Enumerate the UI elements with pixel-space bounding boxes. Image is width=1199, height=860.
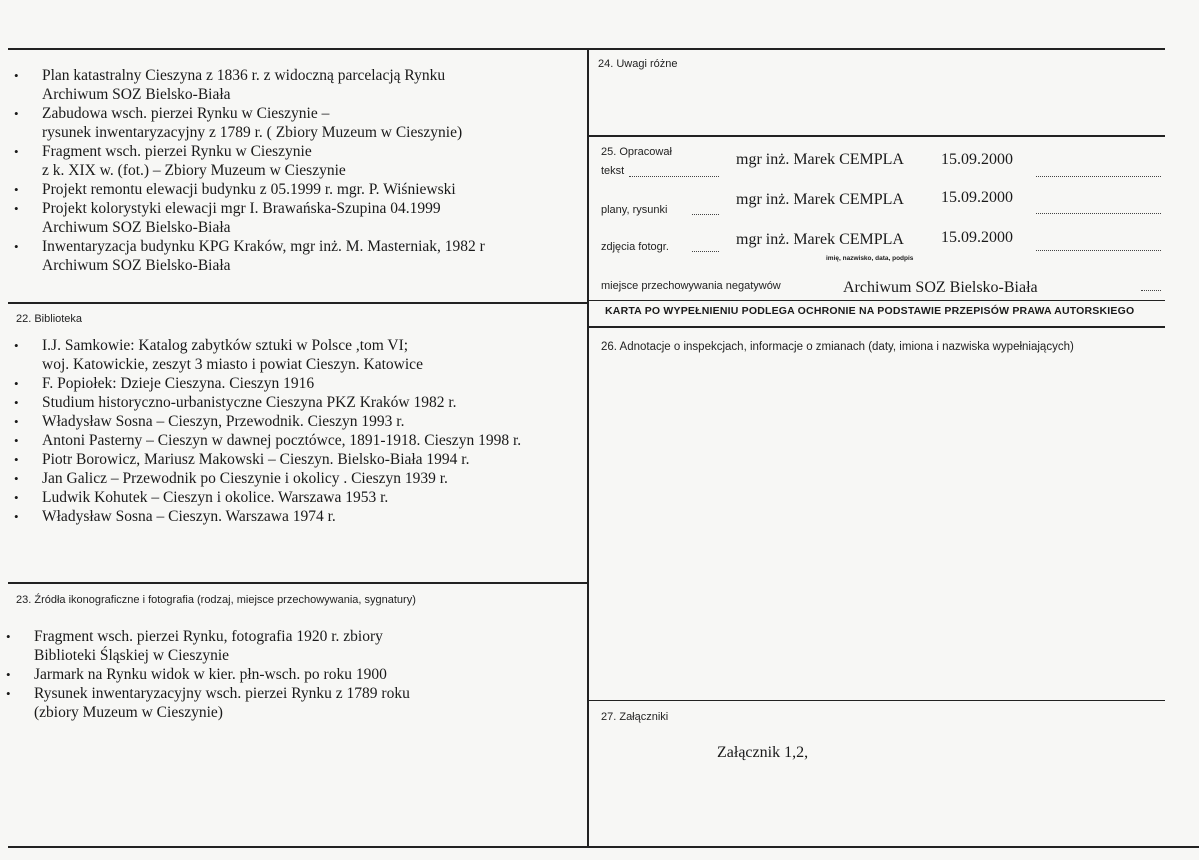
list-item-line: Biblioteki Śląskiej w Cieszynie — [34, 647, 230, 664]
bullet-icon: • — [14, 433, 19, 448]
bullet-icon: • — [14, 490, 19, 505]
bullet-icon: • — [14, 106, 19, 121]
zdjecia-dots — [692, 251, 719, 252]
list-item-line: I.J. Samkowie: Katalog zabytków sztuki w Polsce ,tom VI; — [42, 337, 409, 354]
signature-caption: imię, nazwisko, data, podpis — [826, 255, 914, 262]
center-vertical-rule — [587, 48, 589, 848]
list-item-line: Jarmark na Rynku widok w kier. płn-wsch. po roku 1900 — [34, 666, 387, 683]
plany-author: mgr inż. Marek CEMPLA — [736, 191, 904, 208]
zdjecia-author: mgr inż. Marek CEMPLA — [736, 231, 904, 248]
bullet-icon: • — [14, 395, 19, 410]
list-item — [12, 507, 584, 526]
tekst-signature-dots — [1036, 176, 1161, 177]
list-item-line: Rysunek inwentaryzacyjny wsch. pierzei Rynku z 1789 roku — [34, 685, 410, 702]
zdjecia-label: zdjęcia fotogr. — [601, 241, 669, 253]
list-item-line: Antoni Pasterny – Cieszyn w dawnej pocztówce, 1891-1918. Cieszyn 1998 r. — [42, 432, 522, 449]
bullet-icon: • — [6, 686, 11, 701]
section-23-title: 23. Źródła ikonograficzne i fotografia (rodzaj, miejsce przechowywania, sygnatury) — [16, 594, 416, 606]
list-item — [12, 237, 582, 275]
attachments-value: Załącznik 1,2, — [717, 744, 809, 761]
bullet-icon: • — [14, 509, 19, 524]
zdjecia-signature-dots — [1036, 250, 1161, 251]
list-item — [12, 142, 582, 180]
list-item-line: Inwentaryzacja budynku KPG Kraków, mgr inż. M. Masterniak, 1982 r — [42, 238, 485, 255]
bullet-icon: • — [14, 338, 19, 353]
rule-left-22 — [8, 302, 588, 304]
negatives-dots — [1141, 290, 1161, 291]
list-item-line: Archiwum SOZ Bielsko-Biała — [42, 257, 231, 274]
list-item-line: Archiwum SOZ Bielsko-Biała — [42, 219, 231, 236]
zdjecia-date: 15.09.2000 — [941, 229, 1013, 246]
section-24-title: 24. Uwagi różne — [598, 58, 678, 70]
list-item-line: rysunek inwentaryzacyjny z 1789 r. ( Zbiory Muzeum w Cieszynie) — [42, 124, 463, 141]
section-27-title: 27. Załączniki — [601, 711, 669, 723]
rule-right-notice-top — [588, 300, 1165, 301]
iconography-list — [4, 627, 580, 722]
section-22-title: 22. Biblioteka — [16, 313, 83, 325]
list-item-line: Zabudowa wsch. pierzei Rynku w Cieszynie – — [42, 105, 330, 122]
bullet-icon: • — [14, 239, 19, 254]
list-item-line: Piotr Borowicz, Mariusz Makowski – Cieszyn. Bielsko-Biała 1994 r. — [42, 451, 470, 468]
bullet-icon: • — [14, 201, 19, 216]
list-item-line: Ludwik Kohutek – Cieszyn i okolice. Warszawa 1953 r. — [42, 489, 389, 506]
list-item — [12, 393, 584, 412]
list-item-line: Projekt kolorystyki elewacji mgr I. Brawańska-Szupina 04.1999 — [42, 200, 441, 217]
list-item — [4, 684, 580, 722]
bullet-icon: • — [14, 376, 19, 391]
plany-signature-dots — [1036, 213, 1161, 214]
tekst-dots — [629, 176, 719, 177]
list-item — [12, 199, 582, 237]
bottom-rule — [8, 846, 1199, 848]
list-item — [12, 412, 584, 431]
copyright-notice: KARTA PO WYPEŁNIENIU PODLEGA OCHRONIE NA PODSTAWIE PRZEPISÓW PRAWA AUTORSKIEGO — [605, 305, 1135, 317]
tekst-author: mgr inż. Marek CEMPLA — [736, 151, 904, 168]
list-item — [12, 450, 584, 469]
list-item-line: Fragment wsch. pierzei Rynku, fotografia 1920 r. zbiory — [34, 628, 383, 645]
list-item — [12, 374, 584, 393]
negatives-label: miejsce przechowywania negatywów — [601, 280, 781, 292]
bullet-icon: • — [14, 452, 19, 467]
list-item-line: Plan katastralny Cieszyna z 1836 r. z widoczną parcelacją Rynku — [42, 67, 446, 84]
section-25-title: 25. Opracował — [601, 146, 672, 158]
bullet-icon: • — [14, 471, 19, 486]
list-item — [12, 488, 584, 507]
list-item-line: Projekt remontu elewacji budynku z 05.1999 r. mgr. P. Wiśniewski — [42, 181, 456, 198]
negatives-value: Archiwum SOZ Bielsko-Biała — [843, 279, 1038, 296]
list-item — [12, 469, 584, 488]
rule-right-27 — [588, 700, 1165, 701]
list-item — [4, 627, 580, 665]
list-item — [12, 180, 582, 199]
section-26-title: 26. Adnotacje o inspekcjach, informacje o zmianach (daty, imiona i nazwiska wypełniających) — [601, 341, 1074, 353]
bullet-icon: • — [14, 182, 19, 197]
list-item-line: F. Popiołek: Dzieje Cieszyna. Cieszyn 1916 — [42, 375, 315, 392]
list-item-line: Studium historyczno-urbanistyczne Cieszyna PKZ Kraków 1982 r. — [42, 394, 457, 411]
plany-label: plany, rysunki — [601, 204, 668, 216]
sources-list — [12, 66, 582, 275]
rule-right-26 — [588, 326, 1165, 328]
list-item-line: Jan Galicz – Przewodnik po Cieszynie i okolicy . Cieszyn 1939 r. — [42, 470, 448, 487]
list-item-line: Władysław Sosna – Cieszyn, Przewodnik. Cieszyn 1993 r. — [42, 413, 405, 430]
list-item-line: (zbiory Muzeum w Cieszynie) — [34, 704, 223, 721]
list-item — [12, 104, 582, 142]
list-item-line: Władysław Sosna – Cieszyn. Warszawa 1974 r. — [42, 508, 336, 525]
plany-date: 15.09.2000 — [941, 189, 1013, 206]
list-item-line: Fragment wsch. pierzei Rynku w Cieszynie — [42, 143, 312, 160]
list-item-line: z k. XIX w. (fot.) – Zbiory Muzeum w Cieszynie — [42, 162, 346, 179]
bibliography-list — [12, 336, 584, 526]
bullet-icon: • — [6, 667, 11, 682]
bullet-icon: • — [14, 414, 19, 429]
tekst-date: 15.09.2000 — [941, 151, 1013, 168]
bullet-icon: • — [6, 629, 11, 644]
bullet-icon: • — [14, 68, 19, 83]
list-item-line: woj. Katowickie, zeszyt 3 miasto i powiat Cieszyn. Katowice — [42, 356, 423, 373]
plany-dots — [692, 214, 719, 215]
rule-right-25 — [588, 135, 1165, 137]
list-item — [12, 431, 584, 450]
list-item — [12, 66, 582, 104]
list-item — [4, 665, 580, 684]
bullet-icon: • — [14, 144, 19, 159]
list-item-line: Archiwum SOZ Bielsko-Biała — [42, 86, 231, 103]
list-item — [12, 336, 584, 374]
tekst-label: tekst — [601, 165, 625, 177]
rule-left-23 — [8, 582, 588, 584]
